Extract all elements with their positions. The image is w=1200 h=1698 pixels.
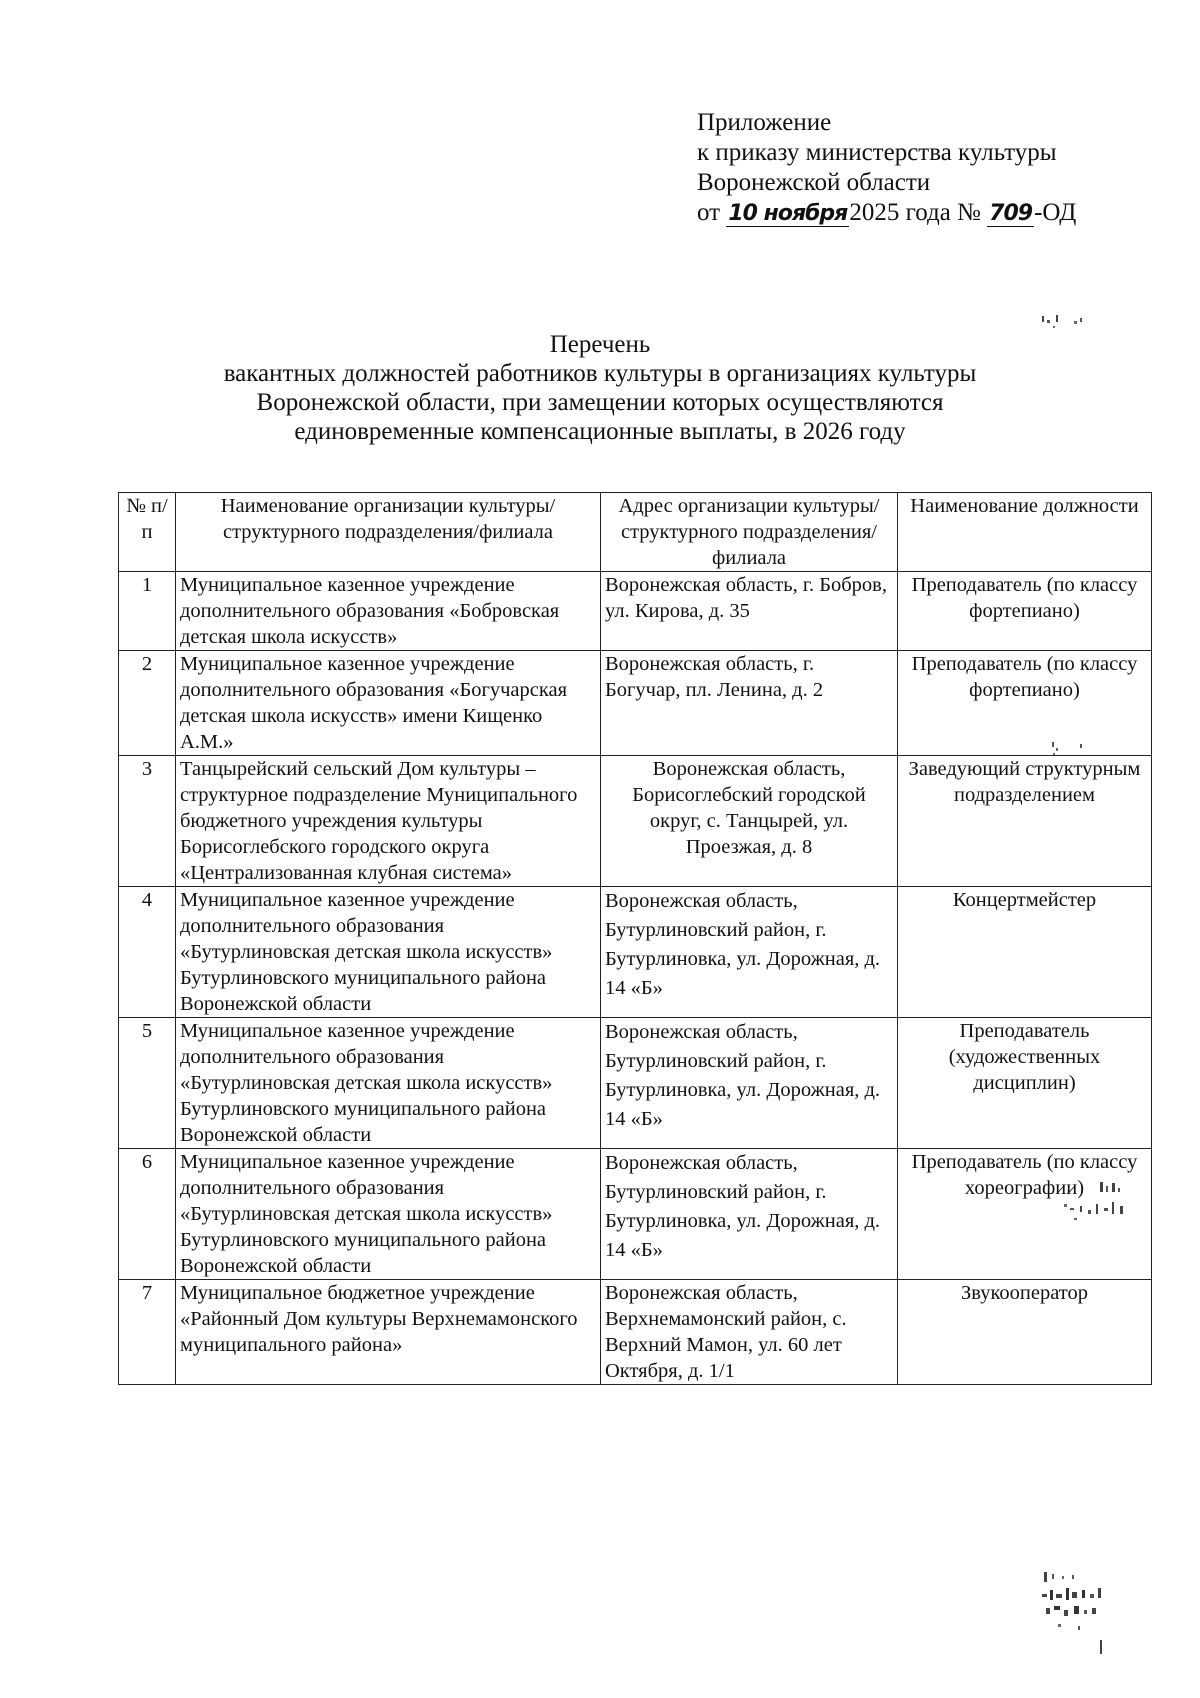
row-org: Муниципальное казенное учреждение дополнительного образования «Бутурлиновская детская школа искусств» Бутурлиновского муниципального района Воронежской области <box>176 1018 601 1149</box>
title-line-2: вакантных должностей работников культуры в организациях культуры <box>223 360 977 387</box>
row-pos: Заведующий структурным подразделением <box>898 756 1152 887</box>
table-row <box>119 572 1152 651</box>
row-num: 2 <box>119 651 176 756</box>
row-addr: Воронежская область, Борисоглебский городской округ, с. Танцырей, ул. Проезжая, д. 8 <box>601 756 898 887</box>
row-addr: Воронежская область, Бутурлиновский район, г. Бутурлиновка, ул. Дорожная, д. 14 «Б» <box>601 1149 898 1280</box>
row-num: 5 <box>119 1018 176 1149</box>
row-org: Муниципальное казенное учреждение дополнительного образования «Богучарская детская школа искусств» имени Кищенко А.М.» <box>176 651 601 756</box>
row-org: Танцырейский сельский Дом культуры – структурное подразделение Муниципального бюджетного учреждения культуры Борисоглебского городского округа «Централизованная клубная система» <box>176 756 601 887</box>
row-pos: Концертмейстер <box>898 887 1152 1018</box>
table-row <box>119 1280 1152 1385</box>
row-num: 7 <box>119 1280 176 1385</box>
appendix-region-line: Воронежской области <box>697 169 931 196</box>
row-num: 3 <box>119 756 176 887</box>
row-org: Муниципальное казенное учреждение дополнительного образования «Бутурлиновская детская школа искусств» Бутурлиновского муниципального района Воронежской области <box>176 1149 601 1280</box>
handwritten-date: 10 ноября <box>728 201 848 226</box>
scan-noise-mark <box>1050 740 1090 758</box>
table-row <box>119 887 1152 1018</box>
row-num: 4 <box>119 887 176 1018</box>
row-num: 6 <box>119 1149 176 1280</box>
row-addr: Воронежская область, г. Бобров, ул. Кирова, д. 35 <box>601 572 898 651</box>
row-org: Муниципальное казенное учреждение дополнительного образования «Бобровская детская школа искусств» <box>176 572 601 651</box>
row-addr: Воронежская область, Верхнемамонский район, с. Верхний Мамон, ул. 60 лет Октября, д. 1/1 <box>601 1280 898 1385</box>
row-num: 1 <box>119 572 176 651</box>
table-header-row <box>119 493 1152 572</box>
scan-noise-mark <box>1060 1180 1130 1226</box>
table-row <box>119 1149 1152 1280</box>
header-org: Наименование организации культуры/структурного подразделения/филиала <box>176 493 601 572</box>
date-year: 2025 года № <box>849 199 981 226</box>
date-prefix: от <box>697 199 721 226</box>
appendix-date-line <box>697 198 1157 228</box>
row-org: Муниципальное казенное учреждение дополнительного образования «Бутурлиновская детская школа искусств» Бутурлиновского муниципального района Воронежской области <box>176 887 601 1018</box>
row-pos: Преподаватель (по классу фортепиано) <box>898 572 1152 651</box>
header-num: № п/п <box>119 493 176 572</box>
row-pos: Преподаватель (по классу хореографии) <box>898 1149 1152 1280</box>
header-pos: Наименование должности <box>898 493 1152 572</box>
row-pos: Звукооператор <box>898 1280 1152 1385</box>
row-addr: Воронежская область, Бутурлиновский район, г. Бутурлиновка, ул. Дорожная, д. 14 «Б» <box>601 1018 898 1149</box>
appendix-order-line: к приказу министерства культуры <box>697 139 1057 166</box>
header-addr: Адрес организации культуры/структурного подразделения/филиала <box>601 493 898 572</box>
row-org: Муниципальное бюджетное учреждение «Районный Дом культуры Верхнемамонского муниципального района» <box>176 1280 601 1385</box>
vacancies-table <box>118 492 1152 1385</box>
appendix-title: Приложение <box>697 109 832 136</box>
row-pos: Преподаватель (художественных дисциплин) <box>898 1018 1152 1149</box>
title-line-1: Перечень <box>549 331 651 358</box>
table-row <box>119 1018 1152 1149</box>
table-row <box>119 651 1152 756</box>
appendix-header <box>697 108 1157 228</box>
scan-noise-mark <box>1038 1570 1128 1690</box>
number-suffix: -ОД <box>1034 199 1077 226</box>
title-line-3: Воронежской области, при замещении которых осуществляются <box>256 389 944 416</box>
row-addr: Воронежская область, г. Богучар, пл. Ленина, д. 2 <box>601 651 898 756</box>
row-addr: Воронежская область, Бутурлиновский район, г. Бутурлиновка, ул. Дорожная, д. 14 «Б» <box>601 887 898 1018</box>
document-title <box>100 330 1100 446</box>
handwritten-order-number: 709 <box>989 201 1033 226</box>
title-line-4: единовременные компенсационные выплаты, в 2026 году <box>294 418 906 445</box>
row-pos: Преподаватель (по классу фортепиано) <box>898 651 1152 756</box>
table-row <box>119 756 1152 887</box>
